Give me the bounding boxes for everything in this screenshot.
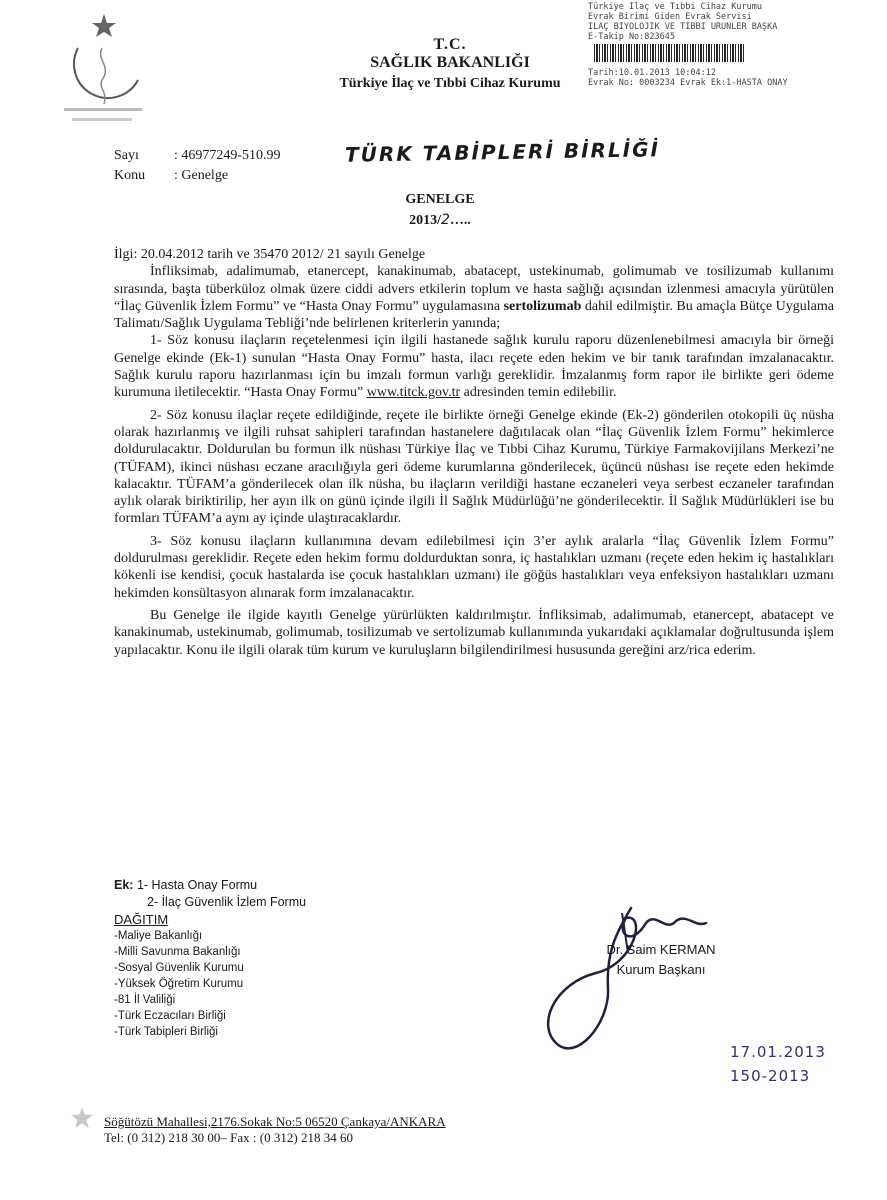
distribution-item: -Maliye Bakanlığı [114, 930, 203, 942]
ministry-logo [58, 8, 150, 138]
distribution-item: -Yüksek Öğretim Kurumu [114, 978, 244, 990]
ek-item: 2- İlaç Güvenlik İzlem Formu [147, 895, 307, 909]
ek-label: Ek: [114, 878, 134, 892]
genelge-title [360, 190, 520, 231]
konu-row [114, 166, 281, 186]
paragraph-item-1-a: 1- Söz konusu ilaçların reçetelenmesi için ilgili hastanede sağlık kurulu raporu düzenlenebilmesi amacıyla bir örneği Genelge ekinde (Ek-1) sunulan “Hasta Onay Formu” hasta, ilacı reçete eden hekim ve bir tanık tarafından imzalanacaktır. Sağlık kurulu raporu hazırlanması için bu imzalı formun varlığı gereklidir. İmzalanmış form rapor ile birlikte geri ödeme kurumuna iletilecektir. “Hasta Onay Formu” [114, 333, 834, 401]
titck-link[interactable]: www.titck.gov.tr [366, 385, 461, 401]
stamp-line: E-Takip No:823645 [588, 32, 675, 42]
handwritten-received [730, 1040, 826, 1088]
genelge-number-suffix: ….. [449, 213, 471, 228]
handwritten-number: 150-2013 [730, 1067, 811, 1085]
distribution-item: -Türk Tabipleri Birliği [114, 1026, 218, 1038]
crescent-star-logo-icon [58, 8, 150, 138]
sayi-value: : 46977249-510.99 [174, 148, 281, 163]
stamp-line: Tarih:10.01.2013 10:04:12 [588, 68, 716, 78]
stamp-line: Evrak No: 0003234 Evrak Ek:1-HASTA ONAY [588, 78, 788, 88]
distribution-item: -81 İl Valiliği [114, 994, 176, 1006]
handwritten-signature-icon [536, 893, 736, 1083]
footer-address: Söğütözü Mahallesi,2176.Sokak No:5 06520 Çankaya/ANKARA [104, 1114, 446, 1129]
genelge-number-prefix: 2013/ [409, 213, 441, 228]
stamp-line: Türkiye İlaç ve Tıbbi Cihaz Kurumu [588, 2, 762, 12]
paragraph-intro [114, 263, 834, 332]
paragraph-item-2: 2- Söz konusu ilaçlar reçete edildiğinde, reçete ile birlikte örneği Genelge ekinde (Ek-2) gönderilen otokopili üç nüsha olarak hazırlanmış ve ilgili ruhsat sahipleri tarafından hastanelere dağıtılacak olan “İlaç Güvenlik İzlem Formu” hekimlerce doldurulacaktır. Doldurulan bu formun ilk nüshası Türkiye İlaç ve Tıbbi Cihaz Kurumu, Türkiye Farmakovijilans Merkezi’ne (TÜFAM), ikinci nüshası eczane aracılığıyla geri ödeme kurumlarına gönderilecek, üçüncü nüshası ise reçete eden hekimde kalacaktır. TÜFAM’a gönderilecek olan ilk nüsha, bu ilaçların verildiği hastane eczaneleri veya serbest eczaneler tarafından aylık olarak biriktirilip, her ayın ilk on günü içinde ilgili İl Sağlık Müdürlüğü’ne gönderilecektir. İl Sağlık Müdürlükleri ise bu formları TÜFAM’a aynı ay içinde ulaştıracaklardır. [114, 407, 834, 527]
sayi-row [114, 146, 281, 166]
ek-item: 1- Hasta Onay Formu [136, 878, 258, 892]
stamp-line: İLAÇ BİYOLOJİK VE TIBBİ ÜRÜNLER BAŞKA [588, 22, 778, 32]
stamp-line: Evrak Birimi Giden Evrak Servisi [588, 12, 752, 22]
genelge-heading: GENELGE [405, 192, 475, 207]
footer-emblem [70, 1106, 94, 1130]
genelge-number-hand: 2 [440, 212, 450, 228]
barcode [594, 44, 744, 62]
signatory-title: Kurum Başkanı [616, 962, 706, 977]
handwritten-recipient: TÜRK TABİPLERİ BİRLİĞİ [344, 137, 661, 167]
footer-contact [104, 1114, 446, 1146]
signatory-name: Dr. Saim KERMAN [606, 942, 716, 957]
paragraph-item-1-b: adresinden temin edilebilir. [460, 385, 617, 401]
konu-value: : Genelge [174, 168, 229, 183]
distribution-item: -Sosyal Güvenlik Kurumu [114, 962, 244, 974]
sayi-label: Sayı [114, 148, 139, 163]
paragraph-item-1 [114, 332, 834, 401]
distribution-title: DAĞITIM [114, 912, 169, 927]
konu-label: Konu [114, 168, 146, 183]
sertolizumab-bold: sertolizumab [503, 298, 582, 314]
distribution-item: -Türk Eczacıları Birliği [114, 1010, 226, 1022]
distribution-item: -Milli Savunma Bakanlığı [114, 946, 241, 958]
letterhead [260, 36, 640, 92]
signature-scribble [536, 893, 736, 1083]
attachments-block [114, 877, 306, 1040]
header-ministry: SAĞLIK BAKANLIĞI [370, 54, 530, 71]
paragraph-closing: Bu Genelge ile ilgide kayıtlı Genelge yürürlükten kaldırılmıştır. İnfliksimab, adalimumab, etanercept, abatacept ve kanakinumab, ustekinumab, golimumab, tosilizumab ve sertolizumab kullanımında yukarıdaki açıklamalar doğrultusunda işlem yapılacaktır. Konu ile ilgili olarak tüm kurum ve kuruluşların bilgilendirilmesi hususunda gereğini arz/rica ederim. [114, 607, 834, 658]
signature-block [586, 940, 736, 980]
header-tc: T.C. [433, 36, 467, 53]
document-meta [114, 146, 281, 186]
registry-stamp [588, 2, 838, 88]
ilgi-line: İlgi: 20.04.2012 tarih ve 35470 2012/ 21 sayılı Genelge [114, 247, 426, 262]
footer-phone: Tel: (0 312) 218 30 00– Fax : (0 312) 218 34 60 [104, 1130, 353, 1145]
genelge-number [360, 210, 520, 231]
ek-row-2 [114, 894, 306, 911]
paragraph-intro-b: dahil edilmiştir. Bu amaçla Bütçe Uygulama Talimatı/Sağlık Uygulama Tebliği’nde belirlenen kriterlerin yanında; [114, 298, 835, 332]
letter-body [114, 246, 834, 659]
paragraph-item-3: 3- Söz konusu ilaçların kullanımına devam edilebilmesi için 3’er aylık aralarla “İlaç Güvenlik İzlem Formu” doldurulması gereklidir. Reçete eden hekim formu doldurduktan sonra, iç hastalıkları uzmanı (reçete eden hekim iç hastalıkları kökenli ise kendisi, çocuk hastalarda ise çocuk hastalıkları uzmanı) ile göğüs hastalıkları veya enfeksiyon hastalıkları uzmanı hekimden konsültasyon alınarak form imzalanacaktır. [114, 533, 834, 601]
header-institution: Türkiye İlaç ve Tıbbi Cihaz Kurumu [339, 76, 561, 91]
paragraph-intro-a: İnfliksimab, adalimumab, etanercept, kanakinumab, abatacept, ustekinumab, golimumab ve tosilizumab kullanımı sırasında, başta tüberküloz olmak üzere ciddi advers etkilerin toplum ve hasta sağlığı açısından izlenmesi amacıyla yürütülen “İlaç Güvenlik İzlem Formu” ve “Hasta Onay Formu” uygulamasına [114, 264, 834, 314]
star-icon [70, 1106, 94, 1130]
handwritten-date: 17.01.2013 [730, 1043, 826, 1061]
ek-row-1 [114, 877, 306, 894]
